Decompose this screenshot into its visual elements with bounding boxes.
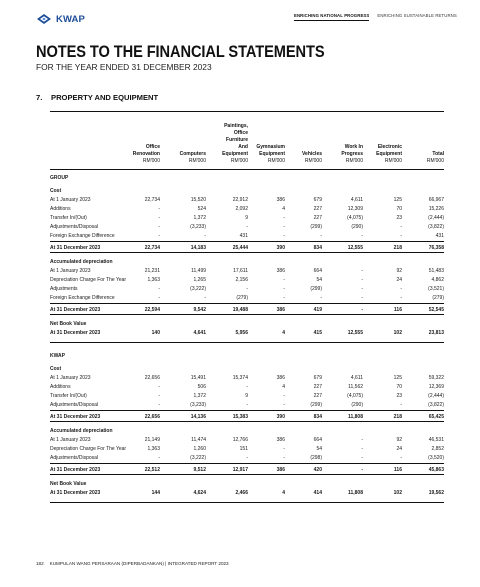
table-cell: - bbox=[361, 437, 363, 443]
table-cell: 70 bbox=[396, 206, 402, 212]
table-cell: 386 bbox=[276, 467, 285, 473]
table-row bbox=[50, 374, 444, 383]
table-cell: 23 bbox=[396, 393, 402, 399]
table-column-headers bbox=[50, 111, 444, 170]
table-cell: (4,075) bbox=[347, 215, 363, 221]
table-cell: - bbox=[283, 393, 285, 399]
table-cell: 54 bbox=[316, 277, 322, 283]
total-row bbox=[50, 410, 444, 422]
table-cell: - bbox=[283, 224, 285, 230]
table-cell: 4 bbox=[282, 206, 285, 212]
table-cell: 76,358 bbox=[428, 245, 444, 251]
table-cell: 679 bbox=[313, 197, 322, 203]
row-label: At 31 December 2023 bbox=[50, 490, 101, 496]
page-footer bbox=[36, 561, 229, 566]
table-cell: - bbox=[158, 286, 160, 292]
table-cell: - bbox=[400, 233, 402, 239]
table-cell: - bbox=[158, 215, 160, 221]
row-label: Cost bbox=[50, 366, 62, 372]
column-header-0 bbox=[110, 144, 160, 165]
row-label: Accumulated depreciation bbox=[50, 428, 113, 434]
table-cell: 22,512 bbox=[144, 467, 160, 473]
table-cell: 23,813 bbox=[428, 330, 444, 336]
table-cell: 19,562 bbox=[428, 490, 444, 496]
table-row bbox=[50, 445, 444, 454]
column-header-line: Renovation bbox=[132, 151, 160, 157]
row-label: At 1 January 2023 bbox=[50, 268, 91, 274]
table-cell: 506 bbox=[197, 384, 206, 390]
table-cell: - bbox=[246, 384, 248, 390]
nav-link-national-progress[interactable]: ENRICHING NATIONAL PROGRESS bbox=[294, 13, 369, 21]
table-cell: (279) bbox=[236, 295, 248, 301]
table-cell: (4,075) bbox=[347, 393, 363, 399]
table-cell: - bbox=[283, 277, 285, 283]
table-cell: 386 bbox=[276, 307, 285, 313]
table-cell: - bbox=[361, 277, 363, 283]
table-cell: - bbox=[400, 286, 402, 292]
column-header-line: Equipment bbox=[259, 151, 285, 157]
row-label: At 1 January 2023 bbox=[50, 375, 91, 381]
table-cell: 4,611 bbox=[350, 375, 363, 381]
table-cell: 54 bbox=[316, 446, 322, 452]
column-header-line: Office bbox=[145, 144, 160, 150]
row-label: Adjustments/Disposal bbox=[50, 224, 99, 230]
table-cell: 390 bbox=[276, 414, 285, 420]
table-cell: 1,372 bbox=[193, 215, 206, 221]
table-row bbox=[50, 401, 444, 410]
table-cell: 24 bbox=[396, 446, 402, 452]
row-label: Foreign Exchange Difference bbox=[50, 295, 115, 301]
table-row bbox=[50, 223, 444, 232]
table-cell: 22,656 bbox=[144, 414, 160, 420]
table-cell: - bbox=[158, 455, 160, 461]
table-cell: 1,363 bbox=[147, 446, 160, 452]
table-cell: - bbox=[204, 295, 206, 301]
table-cell: 218 bbox=[393, 245, 402, 251]
group-heading-row bbox=[50, 348, 444, 360]
table-cell: 144 bbox=[151, 490, 160, 496]
table-cell: 227 bbox=[313, 215, 322, 221]
table-cell: 22,734 bbox=[144, 197, 160, 203]
table-cell: (299) bbox=[310, 224, 322, 230]
table-cell: 22,734 bbox=[144, 245, 160, 251]
table-cell: 15,374 bbox=[232, 375, 248, 381]
table-row bbox=[50, 205, 444, 214]
column-header-line: Total bbox=[432, 151, 444, 157]
table-row bbox=[50, 285, 444, 294]
table-row bbox=[50, 489, 444, 498]
table-cell: 9 bbox=[245, 393, 248, 399]
table-cell: 2,466 bbox=[235, 490, 248, 496]
table-cell: - bbox=[158, 393, 160, 399]
table-cell: 4,641 bbox=[193, 330, 206, 336]
table-body bbox=[50, 170, 444, 508]
table-cell: 23 bbox=[396, 215, 402, 221]
table-cell: 21,231 bbox=[144, 268, 160, 274]
row-label: At 31 December 2023 bbox=[50, 307, 101, 313]
table-row bbox=[50, 383, 444, 392]
table-row bbox=[50, 276, 444, 285]
table-cell: 2,092 bbox=[235, 206, 248, 212]
table-cell: (3,233) bbox=[190, 224, 206, 230]
table-cell: 431 bbox=[239, 233, 248, 239]
table-cell: 9 bbox=[245, 215, 248, 221]
table-cell: - bbox=[361, 446, 363, 452]
row-label: Additions bbox=[50, 384, 71, 390]
row-label: At 31 December 2023 bbox=[50, 330, 101, 336]
row-label: Adjustments/Disposal bbox=[50, 402, 99, 408]
table-row bbox=[50, 267, 444, 276]
table-cell: 227 bbox=[313, 393, 322, 399]
table-cell: - bbox=[400, 224, 402, 230]
table-cell: 59,322 bbox=[428, 375, 444, 381]
table-cell: 116 bbox=[393, 467, 402, 473]
column-unit: RM'000 bbox=[304, 158, 322, 164]
table-cell: (3,222) bbox=[190, 455, 206, 461]
column-header-line: Furniture bbox=[226, 137, 248, 143]
subheading-row bbox=[50, 427, 444, 436]
row-spacer bbox=[50, 503, 444, 508]
table-cell: - bbox=[361, 268, 363, 274]
table-cell: - bbox=[283, 455, 285, 461]
table-cell: 12,766 bbox=[232, 437, 248, 443]
column-unit: RM'000 bbox=[188, 158, 206, 164]
table-cell: (3,222) bbox=[190, 286, 206, 292]
table-cell: 227 bbox=[313, 384, 322, 390]
table-cell: (3,822) bbox=[428, 224, 444, 230]
group-heading-row bbox=[50, 170, 444, 182]
table-cell: 4,611 bbox=[350, 197, 363, 203]
table-cell: - bbox=[320, 233, 322, 239]
row-label: At 31 December 2023 bbox=[50, 467, 101, 473]
table-cell: 17,611 bbox=[233, 268, 248, 274]
table-cell: - bbox=[361, 295, 363, 301]
column-unit: RM'000 bbox=[384, 158, 402, 164]
table-cell: - bbox=[283, 446, 285, 452]
table-cell: 386 bbox=[276, 268, 285, 274]
table-cell: (290) bbox=[351, 402, 363, 408]
table-cell: 4,862 bbox=[431, 277, 444, 283]
table-cell: 4 bbox=[282, 330, 285, 336]
section-label: PROPERTY AND EQUIPMENT bbox=[51, 93, 159, 102]
column-header-line: Work In bbox=[344, 144, 363, 150]
table-cell: 1,363 bbox=[147, 277, 160, 283]
footer-text: KUMPULAN WANG PERSARAAN (DIPERBADANKAN) | INTEGRATED REPORT 2023 bbox=[49, 561, 229, 566]
table-cell: 15,226 bbox=[428, 206, 444, 212]
table-row bbox=[50, 232, 444, 241]
column-unit: RM'000 bbox=[230, 158, 248, 164]
table-cell: 386 bbox=[276, 197, 285, 203]
total-row bbox=[50, 303, 444, 315]
table-cell: - bbox=[361, 286, 363, 292]
table-cell: 1,260 bbox=[193, 446, 206, 452]
table-cell: 414 bbox=[313, 490, 322, 496]
kwap-logo bbox=[36, 13, 85, 25]
row-label: Depreciation Charge For The Year bbox=[50, 446, 127, 452]
table-cell: 11,474 bbox=[191, 437, 206, 443]
table-cell: 21,149 bbox=[144, 437, 160, 443]
subheading-row bbox=[50, 365, 444, 374]
table-cell: 51,483 bbox=[428, 268, 444, 274]
table-cell: - bbox=[204, 233, 206, 239]
brand-name: KWAP bbox=[56, 13, 85, 25]
table-cell: 227 bbox=[313, 206, 322, 212]
column-header-line: And bbox=[238, 144, 248, 150]
row-label: KWAP bbox=[50, 353, 65, 359]
row-label: Net Book Value bbox=[50, 321, 87, 327]
table-cell: 11,808 bbox=[347, 414, 363, 420]
table-cell: - bbox=[400, 295, 402, 301]
property-equipment-table bbox=[50, 111, 444, 508]
table-cell: 12,555 bbox=[347, 330, 363, 336]
page-number: 182 bbox=[36, 561, 44, 566]
table-cell: - bbox=[400, 402, 402, 408]
column-header-line: Gymnasium bbox=[256, 144, 285, 150]
table-cell: 834 bbox=[313, 245, 322, 251]
row-label: Additions bbox=[50, 206, 71, 212]
table-cell: - bbox=[158, 224, 160, 230]
column-header-line: Equipment bbox=[222, 151, 248, 157]
total-row bbox=[50, 463, 444, 475]
table-cell: 5,956 bbox=[235, 330, 248, 336]
table-cell: (2,444) bbox=[428, 393, 444, 399]
table-cell: (3,233) bbox=[190, 402, 206, 408]
table-cell: 125 bbox=[393, 375, 402, 381]
table-cell: 9,512 bbox=[193, 467, 206, 473]
row-label: Adjustments bbox=[50, 286, 78, 292]
table-cell: 15,520 bbox=[190, 197, 206, 203]
table-row bbox=[50, 214, 444, 223]
table-cell: 65,425 bbox=[428, 414, 444, 420]
table-cell: (279) bbox=[432, 295, 444, 301]
section-number: 7. bbox=[36, 93, 43, 102]
table-cell: 12,555 bbox=[347, 245, 363, 251]
table-cell: - bbox=[283, 215, 285, 221]
subheading-row bbox=[50, 320, 444, 329]
table-cell: - bbox=[361, 455, 363, 461]
table-cell: 22,656 bbox=[144, 375, 160, 381]
table-cell: 125 bbox=[393, 197, 402, 203]
table-cell: (2,444) bbox=[428, 215, 444, 221]
column-unit: RM'000 bbox=[142, 158, 160, 164]
table-cell: - bbox=[246, 402, 248, 408]
table-cell: - bbox=[361, 467, 363, 473]
table-cell: 45,863 bbox=[428, 467, 444, 473]
table-cell: (3,520) bbox=[428, 455, 444, 461]
table-cell: 12,369 bbox=[428, 384, 444, 390]
table-cell: 14,136 bbox=[190, 414, 206, 420]
table-cell: 218 bbox=[393, 414, 402, 420]
table-cell: - bbox=[158, 233, 160, 239]
table-cell: - bbox=[283, 295, 285, 301]
table-cell: - bbox=[158, 402, 160, 408]
table-cell: 390 bbox=[276, 245, 285, 251]
table-cell: 2,156 bbox=[235, 277, 248, 283]
table-cell: 386 bbox=[276, 375, 285, 381]
table-cell: 24 bbox=[396, 277, 402, 283]
table-cell: 420 bbox=[313, 467, 322, 473]
table-cell: 386 bbox=[276, 437, 285, 443]
row-label: Net Book Value bbox=[50, 481, 87, 487]
table-cell: 12,917 bbox=[232, 467, 248, 473]
table-cell: - bbox=[361, 307, 363, 313]
table-row bbox=[50, 329, 444, 338]
column-header-line: Computers bbox=[179, 151, 206, 157]
table-cell: - bbox=[361, 233, 363, 239]
table-cell: (299) bbox=[310, 402, 322, 408]
row-label: At 31 December 2023 bbox=[50, 245, 101, 251]
table-cell: - bbox=[158, 384, 160, 390]
table-cell: 1,265 bbox=[193, 277, 206, 283]
table-cell: 15,491 bbox=[190, 375, 206, 381]
row-label: Cost bbox=[50, 188, 62, 194]
page-subtitle: FOR THE YEAR ENDED 31 DECEMBER 2023 bbox=[36, 62, 212, 72]
table-cell: - bbox=[283, 286, 285, 292]
table-cell: 11,499 bbox=[191, 268, 206, 274]
row-label: At 1 January 2023 bbox=[50, 437, 91, 443]
header-nav bbox=[294, 13, 457, 21]
row-label: At 31 December 2023 bbox=[50, 414, 101, 420]
table-cell: - bbox=[246, 224, 248, 230]
column-header-line: Equipment bbox=[376, 151, 402, 157]
column-unit: RM'000 bbox=[345, 158, 363, 164]
table-cell: (299) bbox=[310, 286, 322, 292]
table-cell: 11,808 bbox=[347, 490, 363, 496]
table-cell: 415 bbox=[313, 330, 322, 336]
table-cell: 9,542 bbox=[193, 307, 206, 313]
column-header-line: Office bbox=[233, 130, 248, 136]
table-cell: (298) bbox=[310, 455, 322, 461]
table-cell: 151 bbox=[239, 446, 248, 452]
row-label: Depreciation Charge For The Year bbox=[50, 277, 127, 283]
table-cell: - bbox=[246, 455, 248, 461]
table-cell: 70 bbox=[396, 384, 402, 390]
table-cell: 4,624 bbox=[193, 490, 206, 496]
table-cell: - bbox=[158, 206, 160, 212]
table-cell: 22,594 bbox=[144, 307, 160, 313]
table-cell: 431 bbox=[435, 233, 444, 239]
column-unit: RM'000 bbox=[426, 158, 444, 164]
table-cell: 4 bbox=[282, 490, 285, 496]
column-header-line: Vehicles bbox=[301, 151, 322, 157]
table-cell: 4 bbox=[282, 384, 285, 390]
table-cell: - bbox=[283, 233, 285, 239]
table-cell: 419 bbox=[313, 307, 322, 313]
table-cell: - bbox=[246, 286, 248, 292]
table-row bbox=[50, 392, 444, 401]
table-cell: 1,372 bbox=[193, 393, 206, 399]
table-cell: 140 bbox=[151, 330, 160, 336]
table-cell: (3,822) bbox=[428, 402, 444, 408]
table-cell: 102 bbox=[393, 490, 402, 496]
table-cell: 524 bbox=[197, 206, 206, 212]
table-cell: - bbox=[283, 402, 285, 408]
total-row bbox=[50, 241, 444, 253]
table-cell: 15,383 bbox=[232, 414, 248, 420]
table-cell: 52,545 bbox=[428, 307, 444, 313]
table-cell: 19,488 bbox=[232, 307, 248, 313]
row-label: GROUP bbox=[50, 175, 69, 181]
table-cell: 102 bbox=[393, 330, 402, 336]
table-cell: 834 bbox=[313, 414, 322, 420]
kwap-logo-mark-icon bbox=[36, 13, 52, 25]
table-cell: 12,309 bbox=[347, 206, 363, 212]
table-cell: 664 bbox=[313, 268, 322, 274]
column-header-7 bbox=[394, 151, 444, 165]
row-label: At 1 January 2023 bbox=[50, 197, 91, 203]
subheading-row bbox=[50, 480, 444, 489]
section-heading bbox=[36, 93, 158, 102]
row-label: Foreign Exchange Difference bbox=[50, 233, 115, 239]
table-row bbox=[50, 196, 444, 205]
column-header-line: Paintings, bbox=[224, 123, 248, 129]
table-cell: 11,562 bbox=[348, 384, 363, 390]
table-cell: (3,521) bbox=[428, 286, 444, 292]
subheading-row bbox=[50, 258, 444, 267]
table-row bbox=[50, 294, 444, 303]
table-cell: 46,531 bbox=[428, 437, 444, 443]
table-cell: 116 bbox=[393, 307, 402, 313]
table-cell: 22,912 bbox=[232, 197, 248, 203]
table-cell: 92 bbox=[396, 268, 402, 274]
row-label: Transfer In/(Out) bbox=[50, 393, 87, 399]
row-label: Accumulated depreciation bbox=[50, 259, 113, 265]
row-label: Transfer In/(Out) bbox=[50, 215, 87, 221]
column-header-line: Progress bbox=[341, 151, 363, 157]
row-label: Adjustments/Disposal bbox=[50, 455, 99, 461]
table-cell: 92 bbox=[396, 437, 402, 443]
table-cell: 2,852 bbox=[431, 446, 444, 452]
table-cell: - bbox=[320, 295, 322, 301]
table-row bbox=[50, 436, 444, 445]
table-cell: - bbox=[158, 295, 160, 301]
table-cell: 66,967 bbox=[428, 197, 444, 203]
table-cell: 664 bbox=[313, 437, 322, 443]
column-header-line: Electronic bbox=[377, 144, 402, 150]
table-cell: 679 bbox=[313, 375, 322, 381]
table-cell: - bbox=[400, 455, 402, 461]
subheading-row bbox=[50, 187, 444, 196]
page-title: NOTES TO THE FINANCIAL STATEMENTS bbox=[36, 42, 325, 61]
nav-link-sustainable-returns[interactable]: ENRICHING SUSTAINABLE RETURNS bbox=[377, 13, 457, 18]
table-cell: 14,183 bbox=[190, 245, 206, 251]
table-row bbox=[50, 454, 444, 463]
table-cell: (290) bbox=[351, 224, 363, 230]
table-cell: 25,444 bbox=[232, 245, 248, 251]
column-unit: RM'000 bbox=[267, 158, 285, 164]
